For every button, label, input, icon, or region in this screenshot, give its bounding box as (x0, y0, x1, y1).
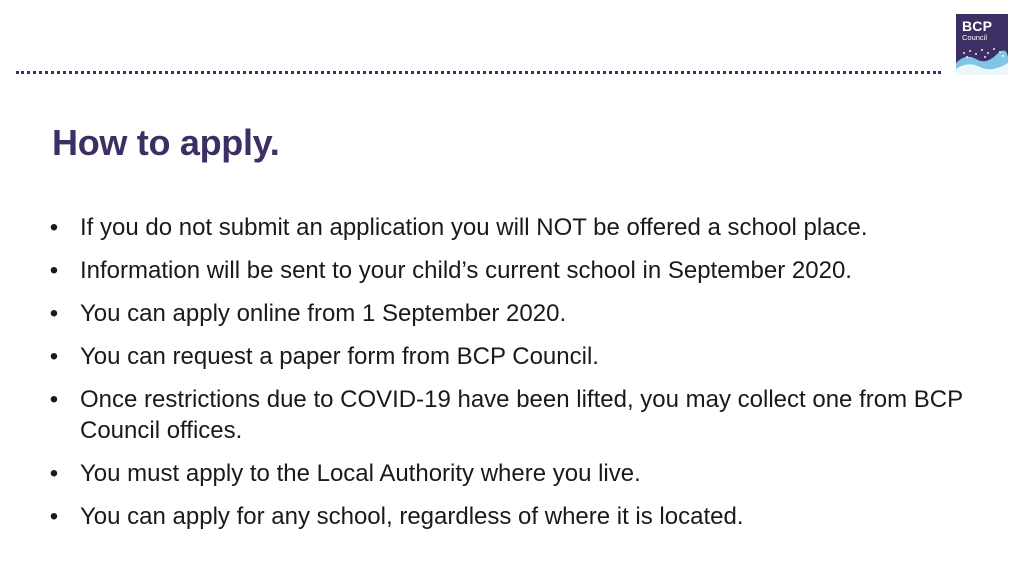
list-item-text: If you do not submit an application you will NOT be offered a school place. (80, 214, 868, 241)
bullet-marker: • (49, 343, 59, 370)
bullet-marker: • (49, 460, 59, 487)
bullet-marker: • (49, 503, 59, 530)
logo-text-main: BCP (962, 18, 993, 34)
bullet-marker: • (49, 386, 59, 413)
list-item (44, 384, 984, 446)
list-item-text: Information will be sent to your child’s current school in September 2020. (80, 257, 852, 284)
bullet-list (44, 212, 984, 544)
list-item (44, 501, 984, 532)
list-item-text: You must apply to the Local Authority where you live. (80, 460, 641, 487)
list-item (44, 255, 984, 286)
bullet-marker: • (49, 257, 59, 284)
list-item (44, 458, 984, 489)
header-dotted-rule (16, 71, 941, 74)
list-item-text: Once restrictions due to COVID-19 have been lifted, you may collect one from BCP Council offices. (80, 386, 963, 444)
bcp-council-logo (956, 14, 1008, 75)
list-item-text: You can apply for any school, regardless of where it is located. (80, 503, 744, 530)
list-item (44, 298, 984, 329)
list-item-text: You can request a paper form from BCP Council. (80, 343, 599, 370)
list-item (44, 212, 984, 243)
list-item (44, 341, 984, 372)
logo-wave-graphic (956, 45, 1008, 75)
list-item-text: You can apply online from 1 September 2020. (80, 300, 567, 327)
logo-text-sub: Council (962, 33, 988, 42)
bullet-marker: • (49, 300, 59, 327)
page-title: How to apply. (52, 122, 280, 163)
bullet-marker: • (49, 214, 59, 241)
